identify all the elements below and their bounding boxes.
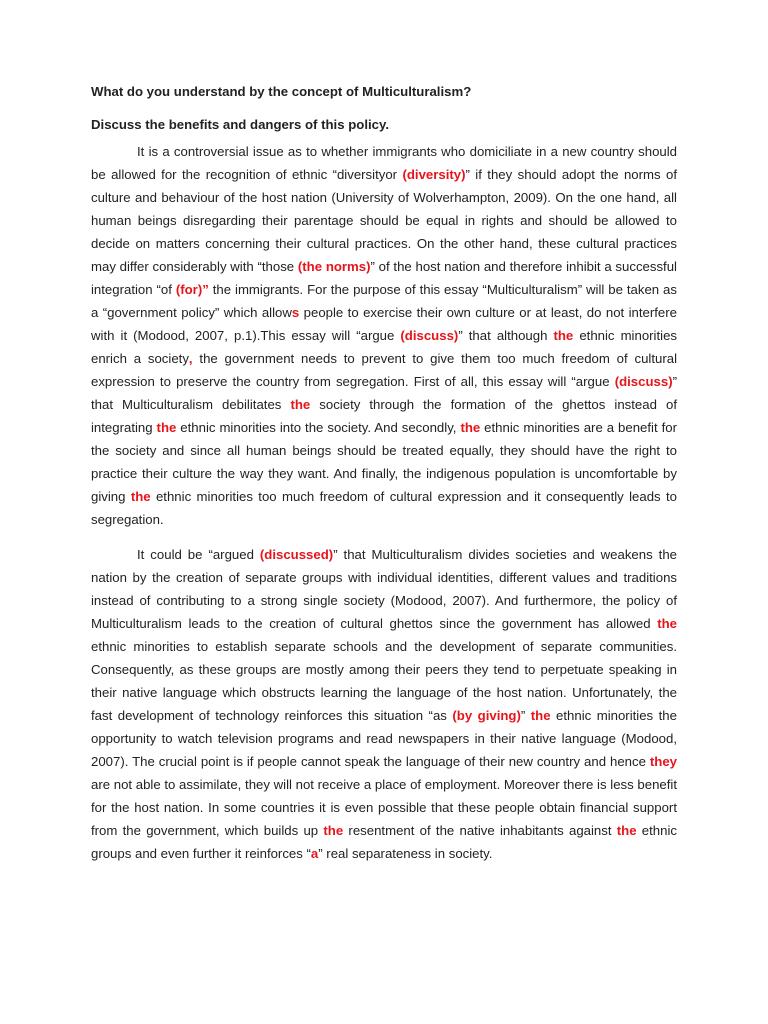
correction-mark: (diversity) <box>402 167 466 182</box>
paragraph-text: ethnic minorities to establish separate schools and the development of separate communities. Consequently, as these groups are mostly among their peers they tend to perpetuate speaking in their native language which obstructs learning the language of the host nation. Unfortunately, the fast development of technology reinforces this situation “as <box>91 639 677 723</box>
correction-mark: (discuss) <box>400 328 459 343</box>
correction-mark: the <box>616 823 637 838</box>
paragraph-text: ” <box>520 708 531 723</box>
paragraph-text: the immigrants. For the purpose of this essay “Multiculturalism” will be taken as a “government policy” which allow <box>91 282 677 320</box>
paragraph-text: ethnic minorities too much freedom of cultural expression and it consequently leads to segregation. <box>91 489 678 527</box>
paragraph-text: people to exercise their own culture or at least, do not interfere with it (Modood, 2007, p.1).This essay will “argue <box>91 305 677 343</box>
correction-mark: (discuss) <box>614 374 673 389</box>
correction-mark: the <box>130 489 151 504</box>
paragraph-text: It could be “argued <box>137 547 260 562</box>
essay-paragraph-1 <box>91 140 677 531</box>
paragraph-text: ethnic minorities into the society. And secondly, <box>176 420 461 435</box>
correction-mark: , <box>188 351 193 366</box>
correction-mark: the <box>290 397 311 412</box>
correction-mark: the <box>460 420 481 435</box>
correction-mark: the <box>657 616 677 631</box>
paragraph-text: ” of the host nation and therefore inhibit a successful integration “of <box>91 259 677 297</box>
correction-mark: the <box>530 708 551 723</box>
correction-mark: the <box>553 328 574 343</box>
correction-mark: (by giving) <box>452 708 521 723</box>
correction-mark: (the norms) <box>297 259 371 274</box>
correction-mark: (for)” <box>175 282 209 297</box>
paragraph-text: ethnic minorities enrich a society <box>91 328 677 366</box>
paragraph-text: ” if they should adopt the norms of culture and behaviour of the host nation (University of Wolverhampton, 2009). On the one hand, all human beings disregarding their parentage should be equal in rights and should be allowed to decide on matters concerning their cultural practices. On the other hand, these cultural practices may differ considerably with “those <box>91 167 678 274</box>
correction-mark: (discussed) <box>259 547 334 562</box>
correction-mark: the <box>323 823 344 838</box>
paragraph-text: ” that although <box>458 328 554 343</box>
paragraph-text: ” that Multiculturalism divides societies and weakens the nation by the creation of separate groups with individual identities, different values and traditions instead of contributing to a strong single society (Modood, 2007). And furthermore, the policy of Multiculturalism leads to the creation of cultural ghettos since the government has allowed <box>91 547 678 631</box>
correction-mark: they <box>649 754 677 769</box>
essay-question-heading: What do you understand by the concept of Multiculturalism? <box>91 84 472 99</box>
paragraph-text: ethnic groups and even further it reinforces “ <box>91 823 677 861</box>
paragraph-text: resentment of the native inhabitants against <box>343 823 617 838</box>
paragraph-text: It is a controversial issue as to whether immigrants who domiciliate in a new country should be allowed for the recognition of ethnic “diversityor <box>91 144 677 182</box>
paragraph-text: the government needs to prevent to give them too much freedom of cultural expression to preserve the country from segregation. First of all, this essay will “argue <box>91 351 677 389</box>
paragraph-text: ” real separateness in society. <box>318 846 493 861</box>
correction-mark: the <box>156 420 177 435</box>
paragraph-text: ” that Multiculturalism debilitates <box>91 374 677 412</box>
essay-body <box>91 140 677 865</box>
paragraph-text: ethnic minorities are a benefit for the society and since all human beings should be treated equally, they should have the right to practice their culture the way they want. And finally, the indigenous population is uncomfortable by giving <box>91 420 677 504</box>
correction-mark: a <box>310 846 319 861</box>
paragraph-text: society through the formation of the ghettos instead of integrating <box>91 397 677 435</box>
paragraph-text: are not able to assimilate, they will not receive a place of employment. Moreover there is less benefit for the host nation. In some countries it is even possible that these people obtain financial support from the government, which builds up <box>91 777 677 838</box>
essay-task-heading: Discuss the benefits and dangers of this policy. <box>91 117 389 132</box>
essay-paragraph-2 <box>91 543 677 865</box>
paragraph-text: ethnic minorities the opportunity to watch television programs and read newspapers in their native language (Modood, 2007). The crucial point is if people cannot speak the language of their new country and hence <box>91 708 677 769</box>
correction-mark: s <box>291 305 300 320</box>
